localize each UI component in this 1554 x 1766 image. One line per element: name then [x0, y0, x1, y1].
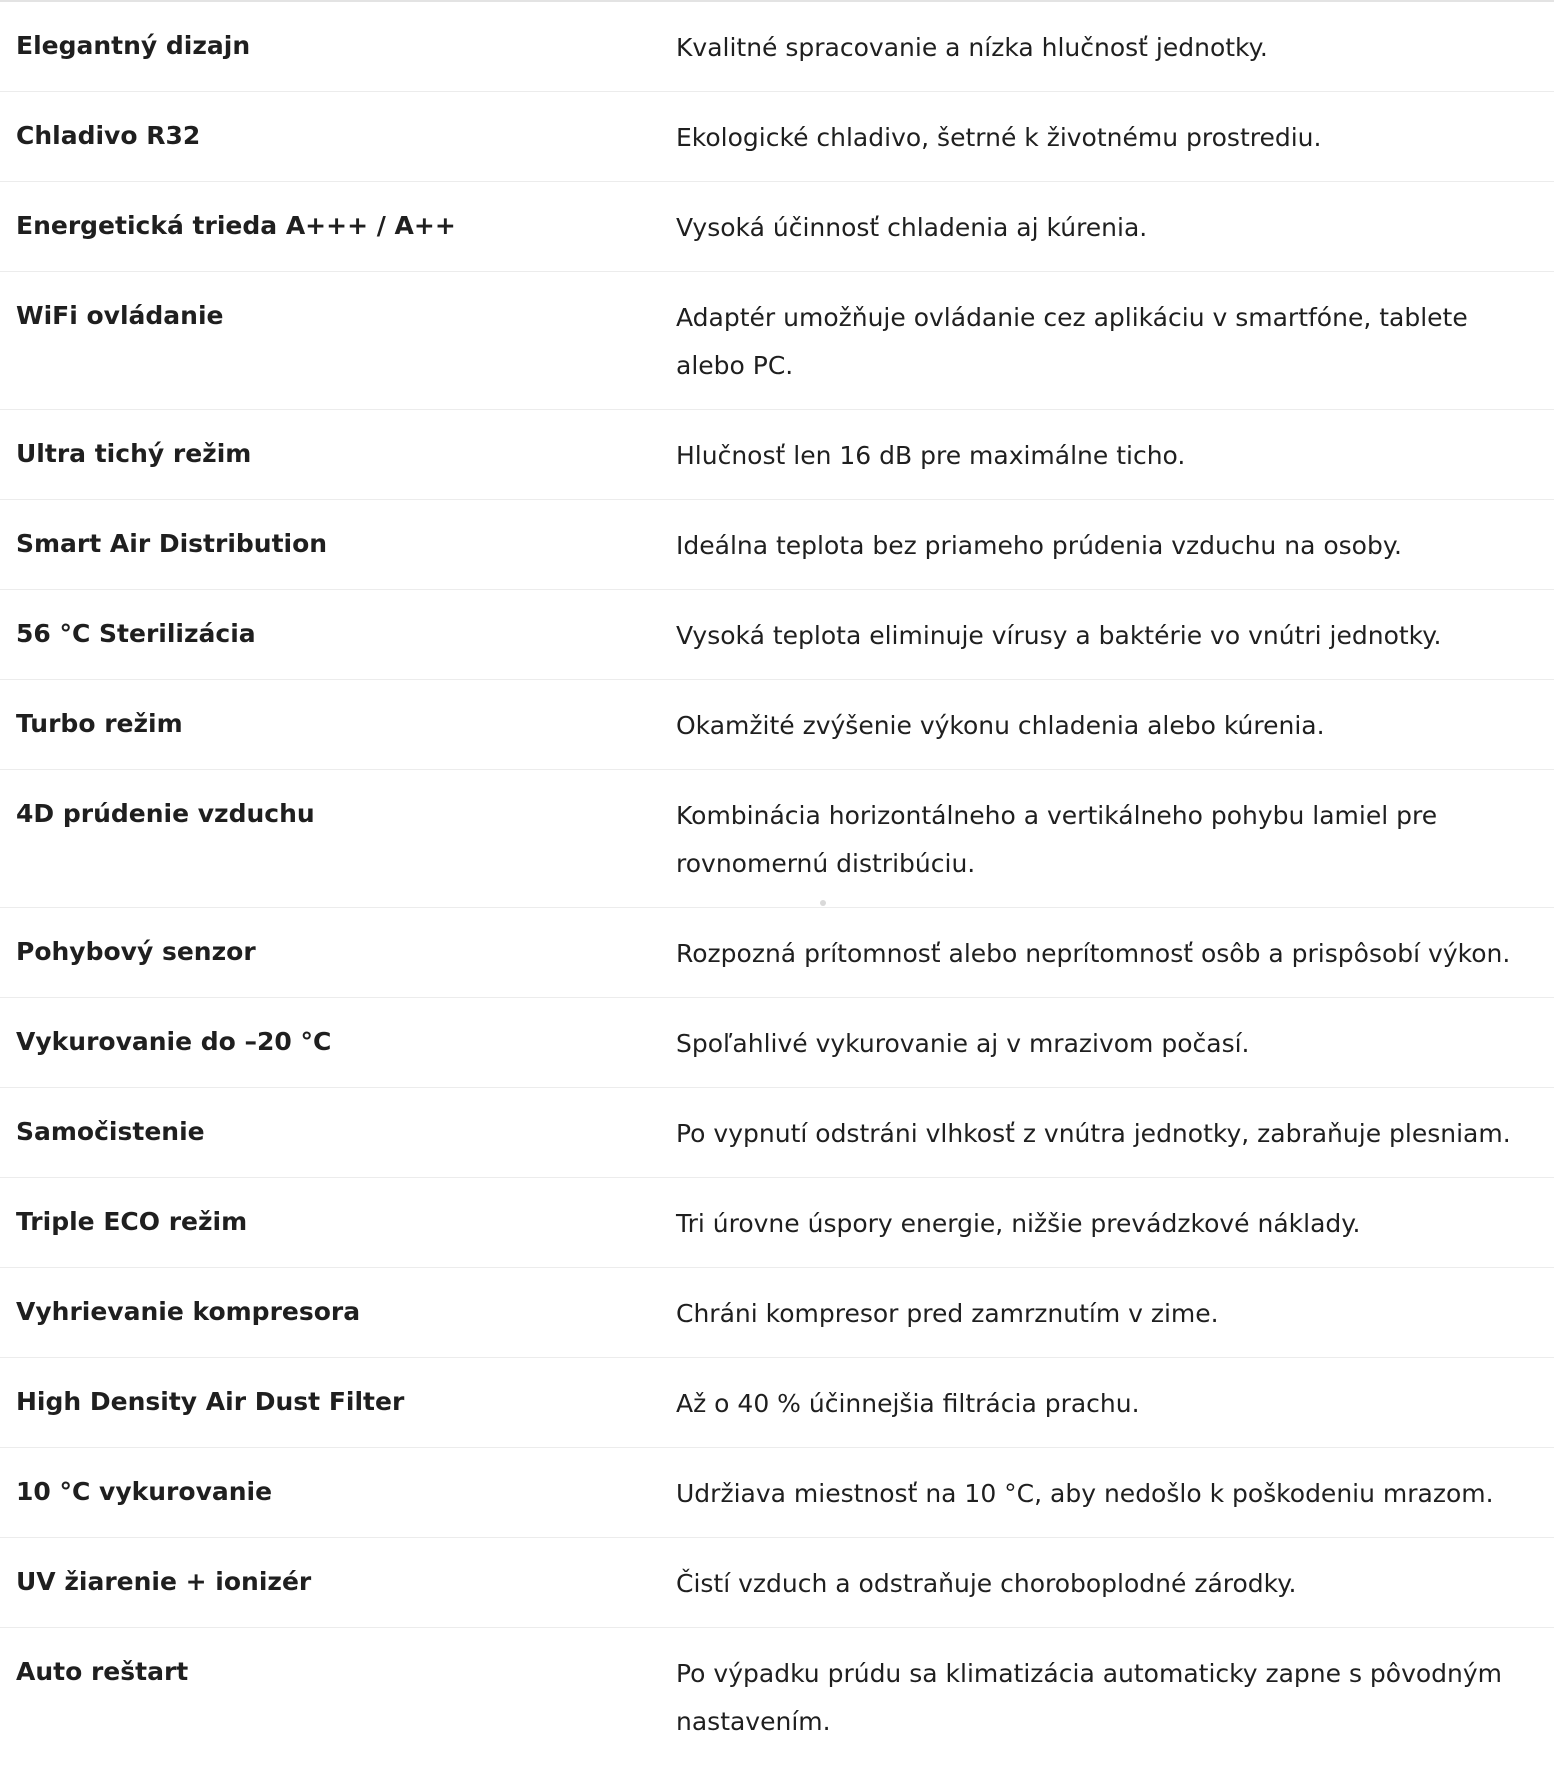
feature-name: Smart Air Distribution [16, 529, 328, 558]
feature-description: Tri úrovne úspory energie, nižšie prevádzkové náklady. [676, 1209, 1361, 1238]
feature-name: 4D prúdenie vzduchu [16, 799, 315, 828]
feature-name: Triple ECO režim [16, 1207, 248, 1236]
table-row [0, 272, 1554, 410]
table-row [0, 1538, 1554, 1628]
feature-name: Chladivo R32 [16, 121, 201, 150]
feature-description: Rozpozná prítomnosť alebo neprítomnosť osôb a prispôsobí výkon. [676, 939, 1511, 968]
table-row [0, 1628, 1554, 1766]
table-row [0, 590, 1554, 680]
feature-description: Po vypnutí odstráni vlhkosť z vnútra jednotky, zabraňuje plesniam. [676, 1119, 1511, 1148]
table-row [0, 1268, 1554, 1358]
table-row [0, 908, 1554, 998]
feature-description: Chráni kompresor pred zamrznutím v zime. [676, 1299, 1219, 1328]
feature-name: Vykurovanie do –20 °C [16, 1027, 332, 1056]
feature-description: Vysoká teplota eliminuje vírusy a baktérie vo vnútri jednotky. [676, 621, 1442, 650]
feature-name: UV žiarenie + ionizér [16, 1567, 312, 1596]
feature-description: Hlučnosť len 16 dB pre maximálne ticho. [676, 441, 1186, 470]
feature-description: Čistí vzduch a odstraňuje choroboplodné zárodky. [676, 1569, 1297, 1598]
feature-description: Až o 40 % účinnejšia filtrácia prachu. [676, 1389, 1140, 1418]
table-row [0, 1358, 1554, 1448]
table-row [0, 500, 1554, 590]
feature-description: Adaptér umožňuje ovládanie cez aplikáciu v smartfóne, tablete alebo PC. [676, 303, 1468, 380]
table-row [0, 1088, 1554, 1178]
table-row [0, 770, 1554, 908]
table-row [0, 410, 1554, 500]
table-row [0, 1448, 1554, 1538]
table-row [0, 182, 1554, 272]
feature-description: Kombinácia horizontálneho a vertikálneho pohybu lamiel pre rovnomernú distribúciu. [676, 801, 1438, 878]
feature-name: Samočistenie [16, 1117, 205, 1146]
feature-description: Ekologické chladivo, šetrné k životnému prostrediu. [676, 123, 1322, 152]
feature-name: High Density Air Dust Filter [16, 1387, 405, 1416]
feature-description: Okamžité zvýšenie výkonu chladenia alebo kúrenia. [676, 711, 1325, 740]
feature-description: Vysoká účinnosť chladenia aj kúrenia. [676, 213, 1148, 242]
feature-name: 56 °C Sterilizácia [16, 619, 256, 648]
table-row [0, 680, 1554, 770]
feature-name: Turbo režim [16, 709, 183, 738]
table-row [0, 92, 1554, 182]
feature-description: Spoľahlivé vykurovanie aj v mrazivom počasí. [676, 1029, 1250, 1058]
feature-description: Po výpadku prúdu sa klimatizácia automaticky zapne s pôvodným nastavením. [676, 1659, 1503, 1736]
feature-name: Energetická trieda A+++ / A++ [16, 211, 456, 240]
table-row [0, 1178, 1554, 1268]
feature-description: Udržiava miestnosť na 10 °C, aby nedošlo k poškodeniu mrazom. [676, 1479, 1494, 1508]
feature-name: Ultra tichý režim [16, 439, 252, 468]
table-row [0, 2, 1554, 92]
feature-name: Auto reštart [16, 1657, 189, 1686]
feature-name: Elegantný dizajn [16, 31, 251, 60]
feature-name: Vyhrievanie kompresora [16, 1297, 361, 1326]
scroll-dot-indicator [820, 900, 826, 906]
feature-name: 10 °C vykurovanie [16, 1477, 273, 1506]
feature-description: Kvalitné spracovanie a nízka hlučnosť jednotky. [676, 33, 1268, 62]
feature-name: WiFi ovládanie [16, 301, 224, 330]
table-row [0, 998, 1554, 1088]
feature-description: Ideálna teplota bez priameho prúdenia vzduchu na osoby. [676, 531, 1403, 560]
feature-name: Pohybový senzor [16, 937, 256, 966]
